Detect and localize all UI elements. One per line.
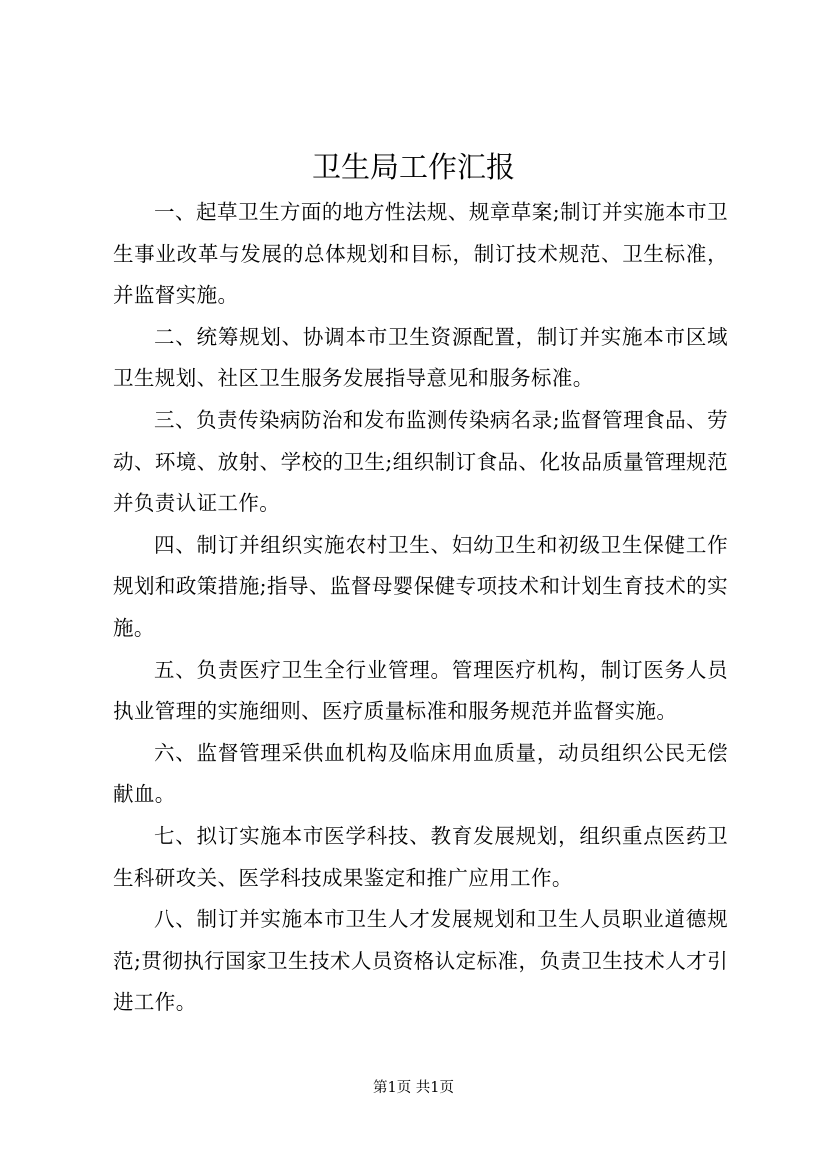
paragraph-8: 八、制订并实施本市卫生人才发展规划和卫生人员职业道德规范;贯彻执行国家卫生技术人员资格认定标准，负责卫生技术人才引进工作。 [113, 907, 728, 1015]
paragraph-6: 六、监督管理采供血机构及临床用血质量，动员组织公民无偿献血。 [113, 740, 728, 807]
paragraph-3: 三、负责传染病防治和发布监测传染病名录;监督管理食品、劳动、环境、放射、学校的卫生;组织制订食品、化妆品质量管理规范并负责认证工作。 [113, 407, 728, 516]
document-title: 卫生局工作汇报 [311, 150, 515, 184]
document-body [113, 192, 728, 1024]
paragraph-5: 五、负责医疗卫生全行业管理。管理医疗机构，制订医务人员执业管理的实施细则、医疗质量标准和服务规范并监督实施。 [113, 657, 728, 724]
paragraph-4: 四、制订并组织实施农村卫生、妇幼卫生和初级卫生保健工作规划和政策措施;指导、监督母婴保健专项技术和计划生育技术的实施。 [113, 532, 728, 640]
paragraph-2: 二、统筹规划、协调本市卫生资源配置，制订并实施本市区域卫生规划、社区卫生服务发展指导意见和服务标准。 [113, 324, 728, 391]
paragraph-1: 一、起草卫生方面的地方性法规、规章草案;制订并实施本市卫生事业改革与发展的总体规划和目标，制订技术规范、卫生标准，并监督实施。 [113, 200, 728, 308]
page-footer: 第1页 共1页 [372, 1080, 455, 1096]
paragraph-7: 七、拟订实施本市医学科技、教育发展规划，组织重点医药卫生科研攻关、医学科技成果鉴定和推广应用工作。 [113, 823, 728, 890]
